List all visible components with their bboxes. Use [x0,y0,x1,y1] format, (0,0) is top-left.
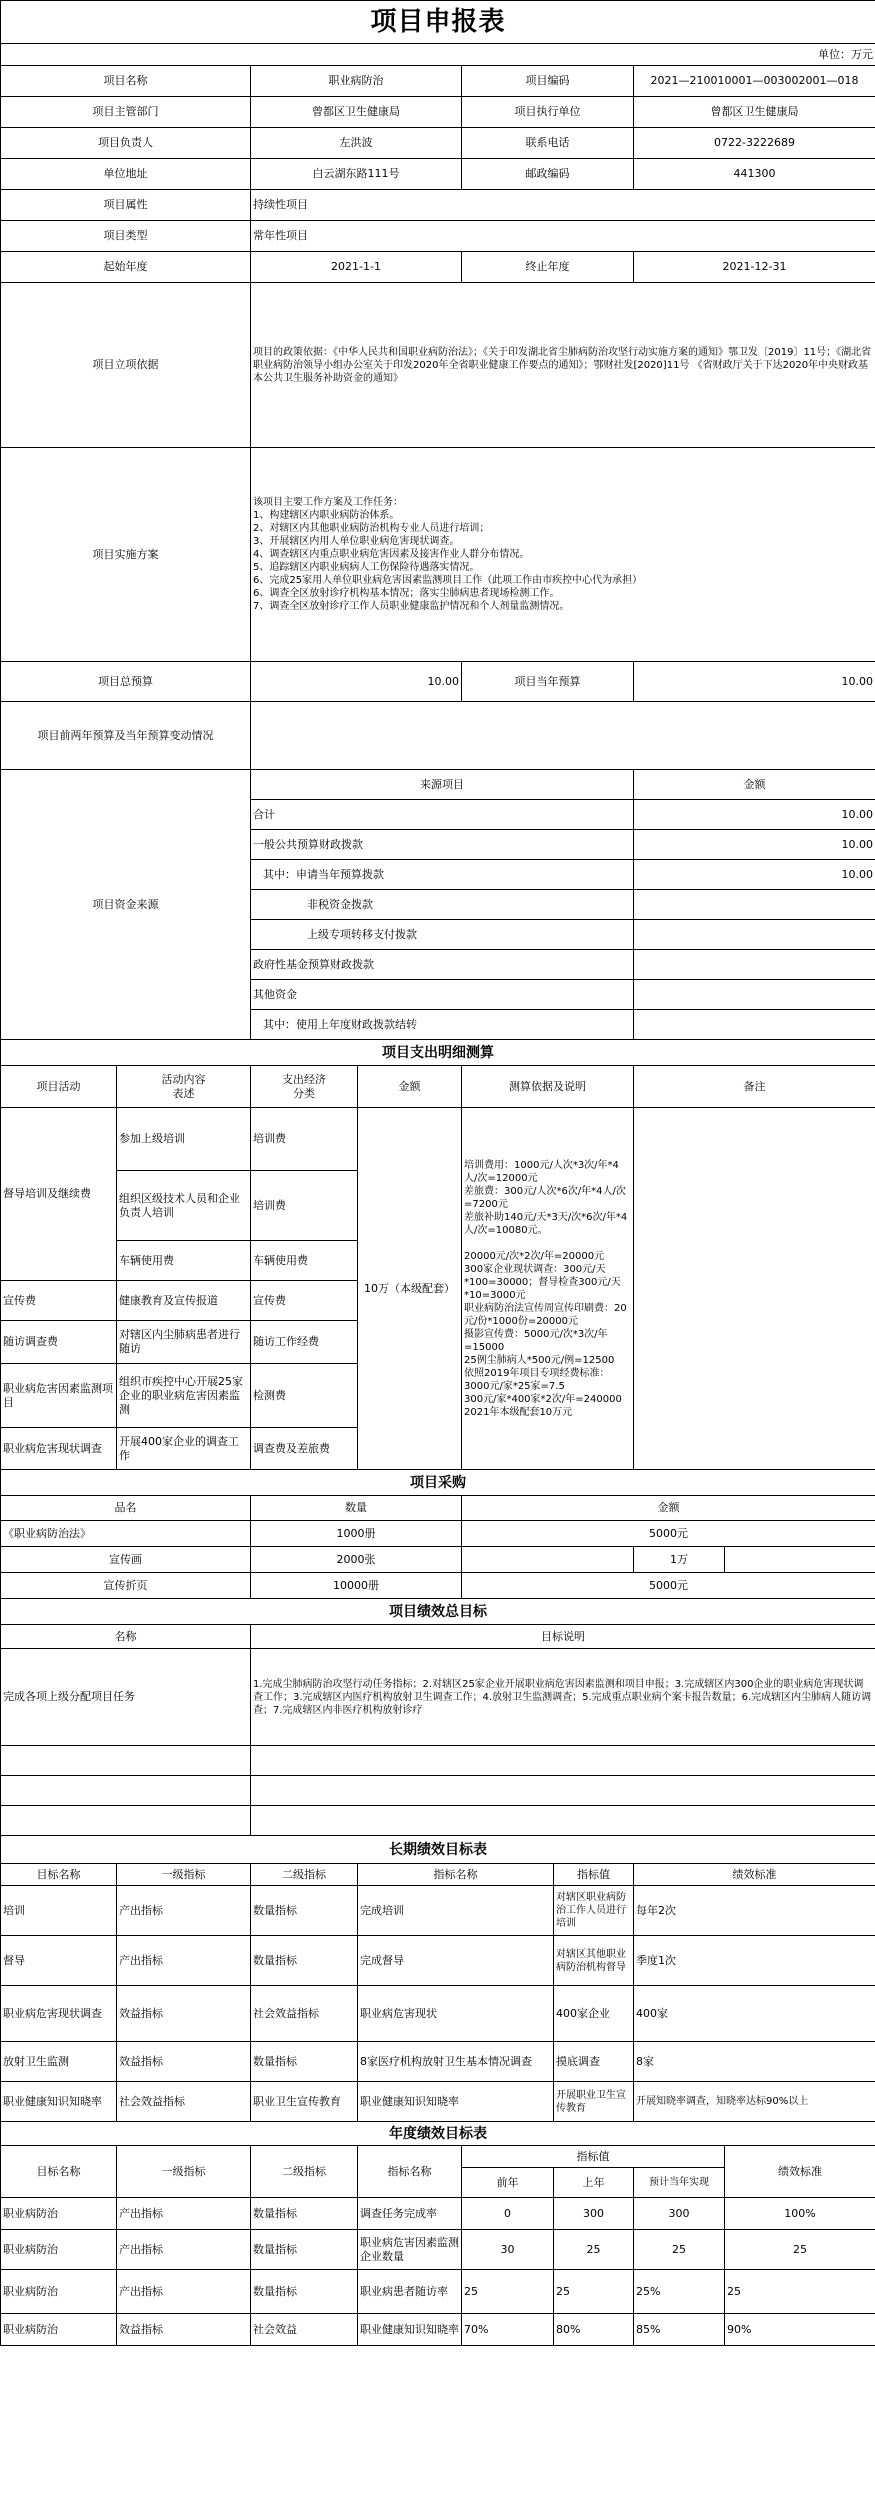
purchase-item-amount: 5000元 [462,1521,875,1547]
longterm-cell: 数量指标 [251,1886,358,1936]
exec-label: 项目执行单位 [462,97,634,128]
end-label: 终止年度 [462,252,634,283]
perf-blank-row [251,1776,875,1806]
total-budget-label: 项目总预算 [1,662,251,702]
annual-cell: 职业病防治 [1,2270,117,2314]
longterm-cell: 数量指标 [251,2042,358,2082]
longterm-cell: 职业卫生宣传教育 [251,2082,358,2122]
annual-cell: 社会效益 [251,2314,358,2346]
annual-cell: 数量指标 [251,2198,358,2230]
longterm-title: 长期绩效目标表 [1,1836,875,1864]
perf-header-name: 名称 [1,1625,251,1649]
start-value: 2021-1-1 [251,252,462,283]
expense-activity: 督导培训及继续费 [1,1108,117,1281]
funds-row-amount: 10.00 [634,860,875,890]
expense-header-activity: 项目活动 [1,1066,117,1108]
funds-row-amount [634,950,875,980]
expense-header-amount: 金额 [358,1066,462,1108]
annual-cell: 25 [725,2270,875,2314]
annual-cell: 90% [725,2314,875,2346]
zip-label: 邮政编码 [462,159,634,190]
annual-cell: 数量指标 [251,2270,358,2314]
addr-label: 单位地址 [1,159,251,190]
funds-row-amount: 10.00 [634,830,875,860]
funds-row-name: 其他资金 [251,980,634,1010]
longterm-cell: 职业健康知识知晓率 [358,2082,554,2122]
purchase-item-name: 宣传折页 [1,1573,251,1599]
annual-cell: 300 [554,2198,634,2230]
funds-row-amount [634,1010,875,1040]
year-budget: 10.00 [634,662,875,702]
expense-class: 车辆使用费 [251,1241,358,1281]
phone-value: 0722-3222689 [634,128,875,159]
annual-cell: 25 [554,2230,634,2270]
purchase-item-qty: 2000张 [251,1547,462,1573]
funds-row-name: 非税资金拨款 [251,890,634,920]
annual-cell: 100% [725,2198,875,2230]
annual-cell: 0 [462,2198,554,2230]
purchase-item-extra: 1万 [634,1547,725,1573]
attr-label: 项目属性 [1,190,251,221]
expense-header-class: 支出经济 分类 [251,1066,358,1108]
expense-title: 项目支出明细测算 [1,1040,875,1066]
annual-header: 目标名称 [1,2146,117,2198]
longterm-cell: 产出指标 [117,1936,251,1986]
longterm-cell: 每年2次 [634,1886,875,1936]
annual-cell: 职业健康知识知晓率 [358,2314,462,2346]
longterm-cell: 摸底调查 [554,2042,634,2082]
perf-title: 项目绩效总目标 [1,1599,875,1625]
perf-blank-row [1,1746,251,1776]
longterm-cell: 社会效益指标 [117,2082,251,2122]
perf-blank-row [1,1806,251,1836]
total-budget: 10.00 [251,662,462,702]
dept-label: 项目主管部门 [1,97,251,128]
longterm-cell: 督导 [1,1936,117,1986]
annual-cell: 30 [462,2230,554,2270]
expense-header-basis: 测算依据及说明 [462,1066,634,1108]
longterm-header: 指标名称 [358,1864,554,1886]
annual-cell: 25 [554,2270,634,2314]
year-budget-label: 项目当年预算 [462,662,634,702]
zip-value: 441300 [634,159,875,190]
expense-class: 培训费 [251,1171,358,1241]
dept-value: 曾都区卫生健康局 [251,97,462,128]
project-name-label: 项目名称 [1,66,251,97]
annual-cell: 25 [462,2270,554,2314]
expense-class: 随访工作经费 [251,1321,358,1364]
funds-row-name: 上级专项转移支付拨款 [251,920,634,950]
longterm-header: 绩效标准 [634,1864,875,1886]
longterm-header: 指标值 [554,1864,634,1886]
expense-content: 开展400家企业的调查工作 [117,1428,251,1470]
annual-cell: 300 [634,2198,725,2230]
perf-blank-row [251,1806,875,1836]
expense-basis: 培训费用：1000元/人次*3次/年*4人/次=12000元 差旅费：300元/人次*6次/年*4人/次=7200元 差旅补助140元/天*3天/次*6次/年*4人/次=10080元。 20000元/次*2次/年=20000元 300家企业现状调查：300元/天*100=30000；督导检查300元/天*10=3000元 职业病防治法宣传周宣传印刷费：20元/份*1000份=20000元 摄影宣传费：5000元/次*3次/年=15000 25例尘肺病人*500元/例=12500 依照2019年项目专项经费标准：3000元/家*25家=7.5 300元/家*400家*2次/年=240000 2021年本级配套10万元 [462,1108,634,1470]
purchase-item-name: 《职业病防治法》 [1,1521,251,1547]
annual-header: 二级指标 [251,2146,358,2198]
annual-header: 指标值 [462,2146,725,2168]
expense-activity: 随访调查费 [1,1321,117,1364]
longterm-cell: 400家企业 [554,1986,634,2042]
exec-value: 曾都区卫生健康局 [634,97,875,128]
owner-label: 项目负责人 [1,128,251,159]
annual-subheader: 上年 [554,2168,634,2198]
expense-activity: 宣传费 [1,1281,117,1321]
longterm-cell: 社会效益指标 [251,1986,358,2042]
expense-amount: 10万（本级配套） [358,1108,462,1470]
expense-content: 组织区级技术人员和企业负责人培训 [117,1171,251,1241]
funds-row-name: 政府性基金预算财政拨款 [251,950,634,980]
annual-header: 绩效标准 [725,2146,875,2198]
owner-value: 左洪波 [251,128,462,159]
basis-label: 项目立项依据 [1,283,251,448]
annual-cell: 产出指标 [117,2230,251,2270]
longterm-cell: 开展职业卫生宣传教育 [554,2082,634,2122]
annual-cell: 产出指标 [117,2270,251,2314]
longterm-cell: 完成培训 [358,1886,554,1936]
annual-cell: 70% [462,2314,554,2346]
unit-label: 单位：万元 [1,44,875,66]
expense-class: 培训费 [251,1108,358,1171]
expense-header-content: 活动内容 表述 [117,1066,251,1108]
perf-header-desc: 目标说明 [251,1625,875,1649]
funds-row-name: 其中：申请当年预算拨款 [251,860,634,890]
longterm-header: 目标名称 [1,1864,117,1886]
longterm-cell: 职业健康知识知晓率 [1,2082,117,2122]
type-label: 项目类型 [1,221,251,252]
perf-blank-row [1,1776,251,1806]
annual-cell: 数量指标 [251,2230,358,2270]
expense-content: 健康教育及宣传报道 [117,1281,251,1321]
longterm-cell: 开展知晓率调查，知晓率达标90%以上 [634,2082,875,2122]
longterm-header: 二级指标 [251,1864,358,1886]
purchase-header-amount: 金额 [462,1496,875,1521]
perf-name: 完成各项上级分配项目任务 [1,1649,251,1746]
annual-cell: 80% [554,2314,634,2346]
plan-label: 项目实施方案 [1,448,251,662]
project-name: 职业病防治 [251,66,462,97]
funds-row-amount [634,980,875,1010]
annual-subheader: 前年 [462,2168,554,2198]
funds-label: 项目资金来源 [1,770,251,1040]
project-code-label: 项目编码 [462,66,634,97]
longterm-cell: 对辖区职业病防治工作人员进行培训 [554,1886,634,1936]
funds-col-amount: 金额 [634,770,875,800]
expense-header-note: 备注 [634,1066,875,1108]
expense-note [634,1108,875,1470]
plan-text: 该项目主要工作方案及工作任务： 1、构建辖区内职业病防治体系。 2、对辖区内其他职业病防治机构专业人员进行培训； 3、开展辖区内用人单位职业病危害现状调查。 4、调查辖区内重点职业病危害因素及接害作业人群分布情况。 5、追踪辖区内职业病病人工伤保险待遇落实情况。 6、完成25家用人单位职业病危害因素监测项目工作（此项工作由市疾控中心代为承担） 6、调查全区放射诊疗机构基本情况；落实尘肺病患者现场检测工作。 7、调查全区放射诊疗工作人员职业健康监护情况和个人剂量监测情况。 [251,448,875,662]
funds-row-amount: 10.00 [634,800,875,830]
phone-label: 联系电话 [462,128,634,159]
addr-value: 白云湖东路111号 [251,159,462,190]
annual-cell: 效益指标 [117,2314,251,2346]
annual-cell: 职业病防治 [1,2314,117,2346]
purchase-item-amount [462,1547,634,1573]
annual-cell: 职业病防治 [1,2230,117,2270]
annual-cell: 25 [725,2230,875,2270]
expense-activity: 职业病危害因素监测项目 [1,1364,117,1428]
purchase-header-qty: 数量 [251,1496,462,1521]
expense-content: 对辖区内尘肺病患者进行随访 [117,1321,251,1364]
perf-blank-row [251,1746,875,1776]
longterm-cell: 季度1次 [634,1936,875,1986]
annual-cell: 职业病防治 [1,2198,117,2230]
expense-activity: 职业病危害现状调查 [1,1428,117,1470]
annual-header: 指标名称 [358,2146,462,2198]
purchase-title: 项目采购 [1,1470,875,1496]
purchase-item-blank [725,1547,875,1573]
longterm-cell: 8家 [634,2042,875,2082]
annual-header: 一级指标 [117,2146,251,2198]
expense-content: 车辆使用费 [117,1241,251,1281]
change-label: 项目前两年预算及当年预算变动情况 [1,702,251,770]
funds-row-name: 一般公共预算财政拨款 [251,830,634,860]
funds-row-amount [634,920,875,950]
purchase-item-qty: 10000册 [251,1573,462,1599]
purchase-item-qty: 1000册 [251,1521,462,1547]
expense-class: 调查费及差旅费 [251,1428,358,1470]
project-code: 2021—210010001—003002001—018 [634,66,875,97]
longterm-cell: 对辖区其他职业病防治机构督导 [554,1936,634,1986]
perf-desc: 1.完成尘肺病防治攻坚行动任务指标；2.对辖区25家企业开展职业病危害因素监测和项目申报；3.完成辖区内300企业的职业病危害现状调查工作；3.完成辖区内医疗机构放射卫生调查工作；4.放射卫生监测调查；5.完成重点职业病个案卡报告数量；6.完成辖区内尘肺病人随访调查；7.完成辖区内非医疗机构放射诊疗 [251,1649,875,1746]
annual-title: 年度绩效目标表 [1,2122,875,2146]
longterm-cell: 400家 [634,1986,875,2042]
annual-cell: 25 [634,2230,725,2270]
end-value: 2021-12-31 [634,252,875,283]
change-value [251,702,875,770]
purchase-header-name: 品名 [1,1496,251,1521]
purchase-item-name: 宣传画 [1,1547,251,1573]
purchase-item-amount: 5000元 [462,1573,875,1599]
attr-value: 持续性项目 [251,190,875,221]
expense-content: 组织市疾控中心开展25家企业的职业病危害因素监测 [117,1364,251,1428]
annual-cell: 调查任务完成率 [358,2198,462,2230]
longterm-cell: 效益指标 [117,1986,251,2042]
longterm-cell: 数量指标 [251,1936,358,1986]
expense-class: 检测费 [251,1364,358,1428]
longterm-cell: 效益指标 [117,2042,251,2082]
type-value: 常年性项目 [251,221,875,252]
longterm-cell: 8家医疗机构放射卫生基本情况调查 [358,2042,554,2082]
longterm-cell: 职业病危害现状 [358,1986,554,2042]
funds-row-amount [634,890,875,920]
funds-row-name: 其中：使用上年度财政拨款结转 [251,1010,634,1040]
expense-content: 参加上级培训 [117,1108,251,1171]
annual-subheader: 预计当年实现 [634,2168,725,2198]
annual-cell: 25% [634,2270,725,2314]
funds-row-name: 合计 [251,800,634,830]
annual-cell: 职业病危害因素监测企业数量 [358,2230,462,2270]
longterm-cell: 完成督导 [358,1936,554,1986]
longterm-header: 一级指标 [117,1864,251,1886]
longterm-cell: 培训 [1,1886,117,1936]
funds-col-source: 来源项目 [251,770,634,800]
annual-cell: 职业病患者随访率 [358,2270,462,2314]
basis-text: 项目的政策依据：《中华人民共和国职业病防治法》；《关于印发湖北省尘肺病防治攻坚行动实施方案的通知》鄂卫发〔2019〕11号；《湖北省职业病防治领导小组办公室关于印发2020年全省职业健康工作要点的通知》；鄂财社发[2020]11号 《省财政厅关于下达2020年中央财政基本公共卫生服务补助资金的通知》 [251,283,875,448]
annual-cell: 85% [634,2314,725,2346]
longterm-cell: 职业病危害现状调查 [1,1986,117,2042]
longterm-cell: 产出指标 [117,1886,251,1936]
start-label: 起始年度 [1,252,251,283]
expense-class: 宣传费 [251,1281,358,1321]
longterm-cell: 放射卫生监测 [1,2042,117,2082]
annual-cell: 产出指标 [117,2198,251,2230]
page-title: 项目申报表 [1,1,875,44]
